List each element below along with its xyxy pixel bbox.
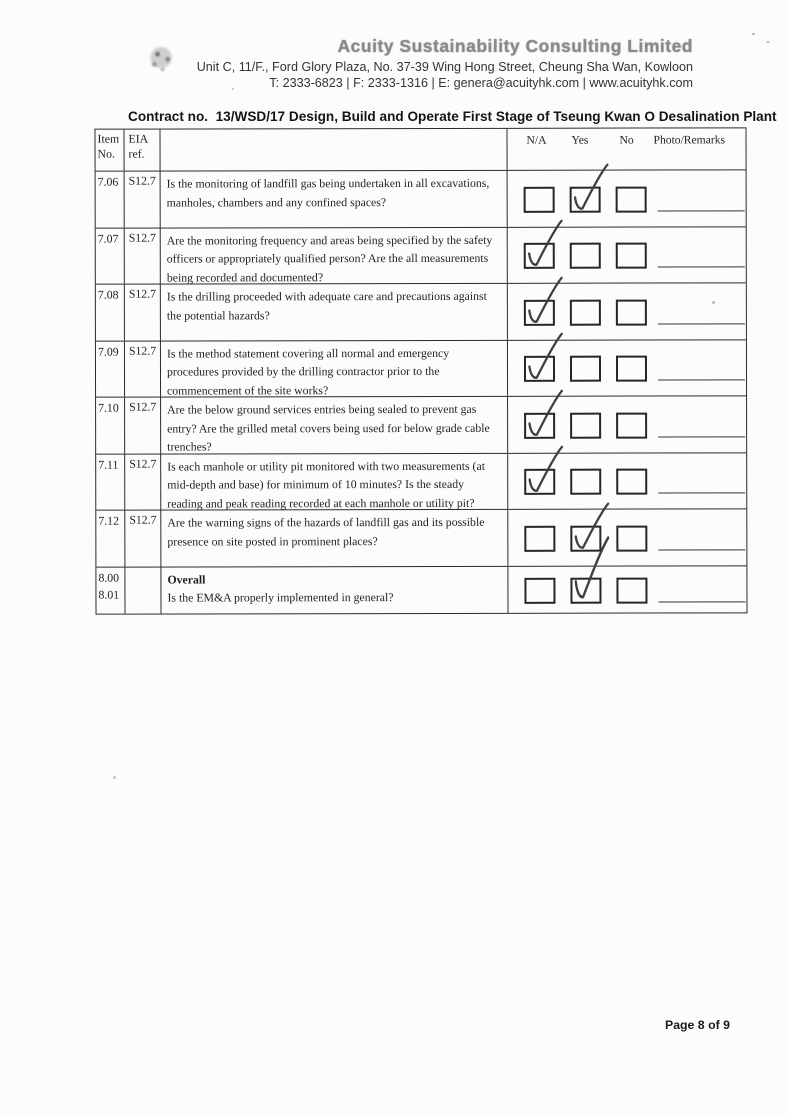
table-row: [96, 340, 746, 398]
checklist-body: [96, 170, 747, 613]
col-question: [160, 129, 507, 171]
col-photo-remarks: Photo/Remarks: [653, 133, 726, 147]
remarks-line: [658, 323, 745, 324]
checkbox-yes: [570, 525, 601, 551]
question-text: Are the warning signs of the hazards of landfill gas and its possible presence on site posted in prominent places?: [167, 514, 485, 549]
question-cell: [161, 566, 508, 613]
checkbox-yes: [570, 469, 601, 495]
item-no-cell: [96, 398, 125, 454]
checkbox-na: [524, 413, 555, 439]
item-no-secondary: 8.01: [98, 587, 120, 602]
item-no: 7.12: [98, 513, 119, 528]
checkbox-no: [616, 356, 647, 382]
question-cell: [161, 171, 508, 227]
checkbox-yes: [570, 412, 601, 438]
checkbox-yes: [570, 577, 601, 603]
item-no: 7.10: [98, 400, 119, 415]
checkbox-no: [616, 469, 647, 495]
eia-ref: S12.7: [125, 511, 161, 567]
checkbox-na: [524, 526, 555, 552]
col-yes: Yes: [571, 133, 589, 147]
answers-cell: [508, 509, 746, 565]
item-no: 7.09: [97, 344, 119, 359]
item-no-cell: [96, 454, 125, 510]
checkbox-yes: [570, 186, 601, 212]
table-row: [96, 453, 746, 511]
checkbox-na: [524, 187, 555, 213]
question-text: Is the monitoring of landfill gas being undertaken in all excavations, manholes, chambers and any confined spaces?: [166, 175, 490, 210]
checklist-table: [94, 127, 747, 614]
question-cell: [161, 453, 508, 509]
remarks-line: [658, 601, 745, 602]
answers-cell: [508, 396, 746, 452]
item-no: 7.11: [98, 457, 119, 472]
checkbox-na: [524, 243, 555, 269]
checkbox-no: [616, 412, 647, 438]
question-heading: Overall: [167, 571, 206, 587]
eia-ref: S12.7: [125, 285, 161, 341]
scan-artifact: [712, 301, 715, 304]
table-row: [96, 396, 746, 454]
answers-cell: [508, 453, 746, 509]
item-no-cell: [96, 511, 125, 567]
question-cell: [161, 284, 508, 340]
eia-ref: S12.7: [125, 454, 161, 510]
eia-ref: S12.7: [125, 398, 161, 454]
remarks-line: [658, 380, 745, 381]
col-item-no: Item No.: [95, 130, 124, 171]
question-cell: [161, 397, 508, 453]
contract-title: Contract no. 13/WSD/17 Design, Build and Operate First Stage of Tseung Kwan O Desalination Plant: [128, 109, 777, 124]
checkbox-na: [524, 577, 555, 603]
table-row: [96, 227, 746, 285]
eia-ref: [125, 567, 161, 613]
company-contact: T: 2333-6823 | F: 2333-1316 | E: genera@acuityhk.com | www.acuityhk.com: [269, 76, 693, 90]
checkbox-no: [616, 186, 647, 212]
question-text: Are the monitoring frequency and areas being specified by the safety officers or appropriately qualified person? Are the all measurements being recorded and documented?: [166, 232, 493, 285]
answers-cell: [508, 227, 746, 283]
table-row: [96, 283, 746, 341]
company-name: Acuity Sustainability Consulting Limited: [337, 36, 693, 56]
table-header-row: [95, 128, 745, 171]
checkbox-yes: [570, 299, 601, 325]
scan-artifact: [752, 33, 755, 35]
remarks-line: [658, 210, 745, 211]
answers-cell: [508, 283, 746, 339]
letterhead: [0, 36, 693, 90]
question-text: Is the method statement covering all normal and emergency procedures provided by the drilling contractor prior to the commencement of the site works?: [166, 345, 450, 398]
item-no-cell: [96, 567, 125, 613]
remarks-line: [658, 549, 745, 550]
table-row: [96, 566, 746, 613]
question-cell: [161, 227, 508, 283]
answers-cell: [508, 566, 746, 612]
checkbox-no: [616, 243, 647, 269]
scan-artifact: [232, 88, 234, 90]
checkbox-yes: [570, 243, 601, 269]
question-text: Are the below ground services entries being sealed to prevent gas entry? Are the grilled metal covers being used for below grade cable trenches?: [167, 401, 490, 454]
remarks-line: [658, 493, 745, 494]
eia-ref: S12.7: [125, 228, 161, 284]
answers-cell: [508, 170, 746, 226]
scan-artifact: [113, 776, 116, 779]
answers-cell: [508, 340, 746, 396]
item-no: 7.08: [97, 287, 119, 302]
col-na: N/A: [526, 133, 547, 147]
question-text: Is the drilling proceeded with adequate care and precautions against the potential hazards?: [166, 288, 487, 323]
item-no: 7.06: [97, 174, 119, 189]
table-row: [96, 170, 746, 228]
item-no: 8.00: [98, 570, 120, 585]
checkbox-no: [616, 299, 647, 325]
checkbox-no: [616, 577, 647, 603]
checkbox-yes: [570, 356, 601, 382]
question-cell: [161, 510, 508, 566]
table-row: [96, 509, 746, 567]
remarks-line: [658, 436, 745, 437]
item-no-cell: [96, 172, 125, 228]
col-no: No: [619, 133, 634, 147]
checkbox-no: [616, 525, 647, 551]
col-answers: [507, 128, 745, 169]
question-cell: [161, 340, 508, 396]
question-text: Is each manhole or utility pit monitored with two measurements (at mid-depth and base) for minimum of 10 minutes? Is the steady reading and peak reading recorded at each manhole or utility pit?: [167, 458, 486, 511]
item-no-cell: [96, 285, 125, 341]
item-no-cell: [96, 228, 125, 284]
remarks-line: [658, 267, 745, 268]
scan-artifact: [766, 41, 770, 43]
eia-ref: S12.7: [125, 172, 161, 228]
question-text: Is the EM&A properly implemented in general?: [167, 590, 394, 605]
company-address: Unit C, 11/F., Ford Glory Plaza, No. 37-39 Wing Hong Street, Cheung Sha Wan, Kowloon: [196, 60, 693, 74]
item-no-cell: [96, 341, 125, 397]
eia-ref: S12.7: [125, 341, 161, 397]
page-number: Page 8 of 9: [665, 1018, 730, 1032]
item-no: 7.07: [97, 231, 119, 246]
checkbox-na: [524, 469, 555, 495]
checkbox-na: [524, 300, 555, 326]
checkbox-na: [524, 356, 555, 382]
col-eia-ref: EIA ref.: [124, 130, 160, 171]
